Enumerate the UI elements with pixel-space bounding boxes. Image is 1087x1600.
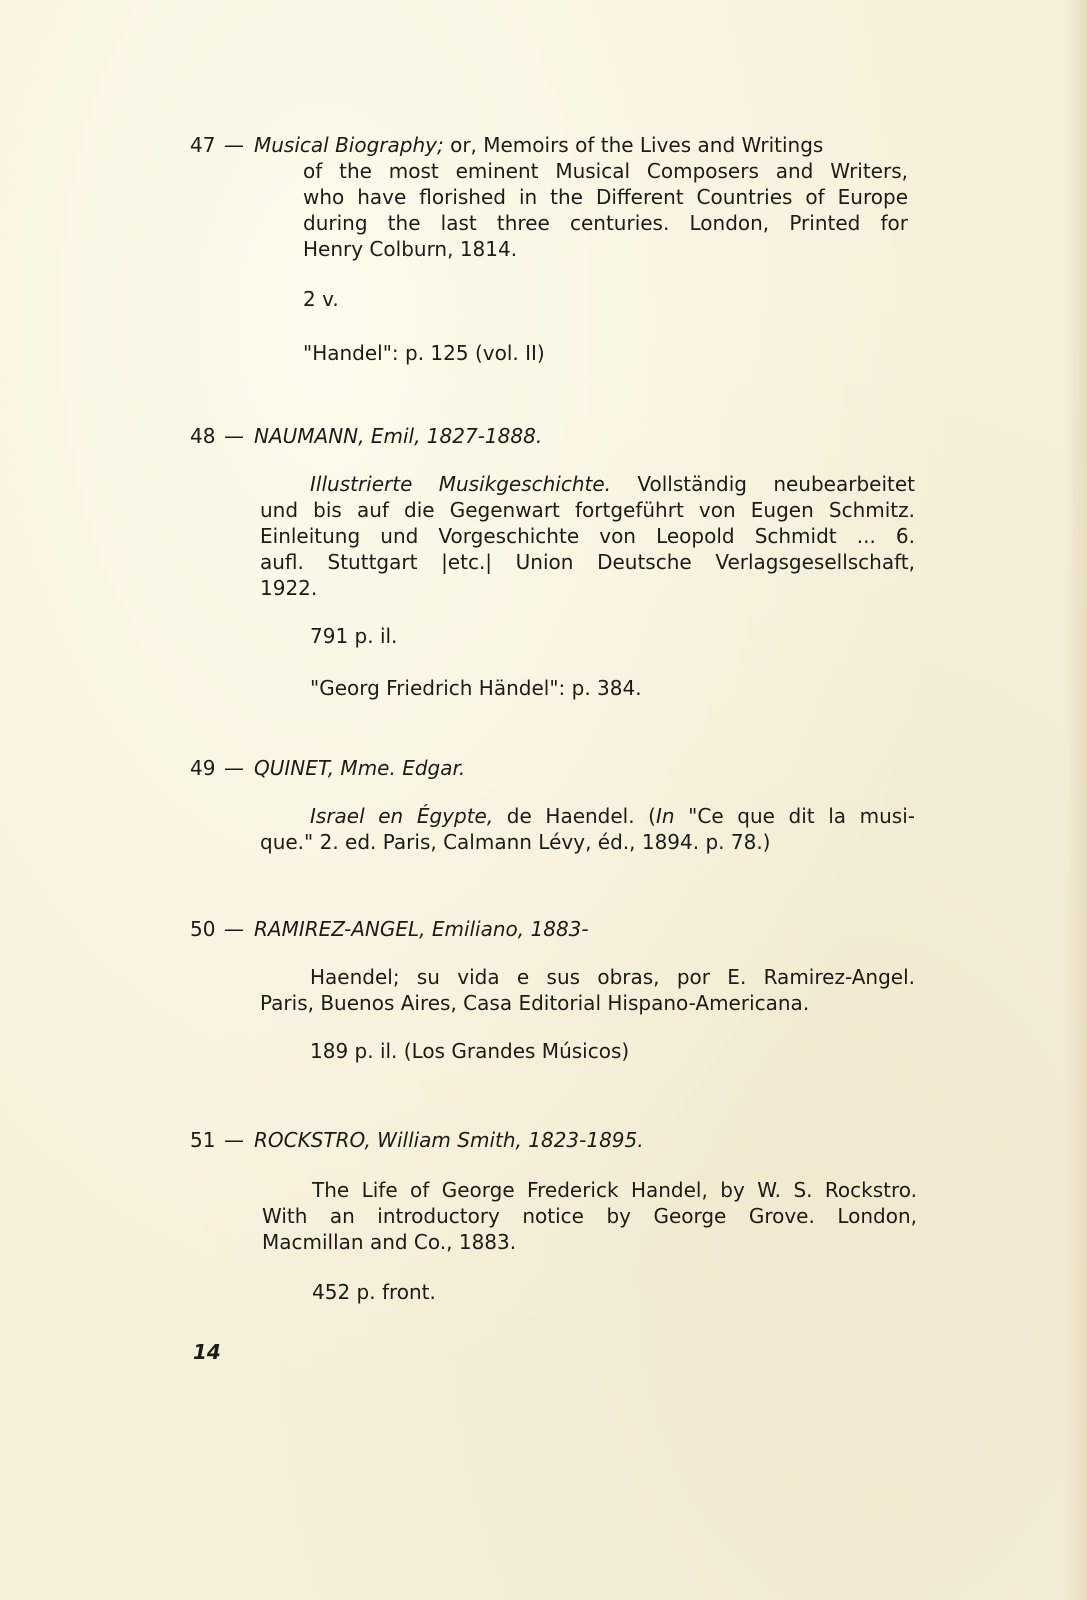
entry-heading xyxy=(190,1127,930,1153)
entry-author: NAUMANN, Emil, 1827-1888. xyxy=(254,424,543,448)
entry-heading xyxy=(190,423,930,449)
entry-dash: — xyxy=(224,1128,244,1152)
entry-line: und bis auf die Gegenwart fortgeführt von Eugen Schmitz. xyxy=(260,498,915,522)
entry-line: aufl. Stuttgart |etc.| Union Deutsche Verlagsgesellschaft, xyxy=(260,550,915,574)
entry-line: Macmillan and Co., 1883. xyxy=(262,1230,517,1254)
entry-dash: — xyxy=(224,424,244,448)
entry-number: 50 xyxy=(190,917,216,941)
entry-collation: 189 p. il. (Los Grandes Músicos) xyxy=(310,1039,630,1063)
entry-number: 48 xyxy=(190,424,216,448)
entry-number: 49 xyxy=(190,756,216,780)
entry-description xyxy=(303,158,908,262)
entry-number: 51 xyxy=(190,1128,216,1152)
entry-line xyxy=(260,471,915,497)
bibliography-entry-51 xyxy=(190,1127,930,1305)
entry-line: The Life of George Frederick Handel, by W. S. Rockstro. xyxy=(312,1178,917,1202)
entry-line: que." 2. ed. Paris, Calmann Lévy, éd., 1894. p. 78.) xyxy=(260,830,771,854)
bibliography-entry-47 xyxy=(190,132,930,366)
entry-title-rest-2: "Ce que dit la musi- xyxy=(674,804,915,828)
entry-note: "Handel": p. 125 (vol. II) xyxy=(303,341,545,365)
entry-title-rest: de Haendel. ( xyxy=(493,804,656,828)
entry-heading xyxy=(190,755,930,781)
entry-dash: — xyxy=(224,756,244,780)
entry-collation: 452 p. front. xyxy=(312,1280,436,1304)
entry-collation: 791 p. il. xyxy=(310,624,398,648)
entry-heading xyxy=(190,132,930,158)
entry-in-word: In xyxy=(656,804,675,828)
entry-author: ROCKSTRO, William Smith, 1823-1895. xyxy=(254,1128,644,1152)
bibliography-entry-50 xyxy=(190,916,930,1064)
entry-line: With an introductory notice by George Grove. London, xyxy=(262,1204,917,1228)
entry-line: Henry Colburn, 1814. xyxy=(303,237,518,261)
page-edge-shadow xyxy=(1065,0,1087,1600)
entry-author: RAMIREZ-ANGEL, Emiliano, 1883- xyxy=(254,917,589,941)
entry-title-rest: Vollständig neubearbeitet xyxy=(611,472,915,496)
bibliography-entry-48 xyxy=(190,423,930,701)
entry-number: 47 xyxy=(190,133,216,157)
entry-dash: — xyxy=(224,133,244,157)
entry-description xyxy=(262,1177,917,1255)
entry-line: Haendel; su vida e sus obras, por E. Ramirez-Angel. xyxy=(310,965,915,989)
entry-author: QUINET, Mme. Edgar. xyxy=(254,756,466,780)
entry-line: Einleitung und Vorgeschichte von Leopold Schmidt ... 6. xyxy=(260,524,915,548)
entry-line: Paris, Buenos Aires, Casa Editorial Hispano-Americana. xyxy=(260,991,810,1015)
entry-collation: 2 v. xyxy=(303,287,339,311)
entry-line: 1922. xyxy=(260,576,318,600)
entry-line: of the most eminent Musical Composers and Writers, xyxy=(303,159,908,183)
entry-line xyxy=(260,803,915,829)
entry-description xyxy=(260,964,915,1016)
bibliography-entry-49 xyxy=(190,755,930,855)
entry-title: Illustrierte Musikgeschichte. xyxy=(310,472,612,496)
entry-line: who have florished in the Different Countries of Europe xyxy=(303,185,908,209)
entry-note: "Georg Friedrich Händel": p. 384. xyxy=(310,676,642,700)
entry-description xyxy=(260,471,915,601)
entry-line: during the last three centuries. London, Printed for xyxy=(303,211,908,235)
entry-title: Israel en Égypte, xyxy=(310,804,494,828)
entry-title-rest: or, Memoirs of the Lives and Writings xyxy=(443,133,824,157)
page-number: 14 xyxy=(193,1340,221,1364)
entry-heading xyxy=(190,916,930,942)
entry-dash: — xyxy=(224,917,244,941)
entry-title: Musical Biography; xyxy=(254,133,444,157)
entry-description xyxy=(260,803,915,855)
